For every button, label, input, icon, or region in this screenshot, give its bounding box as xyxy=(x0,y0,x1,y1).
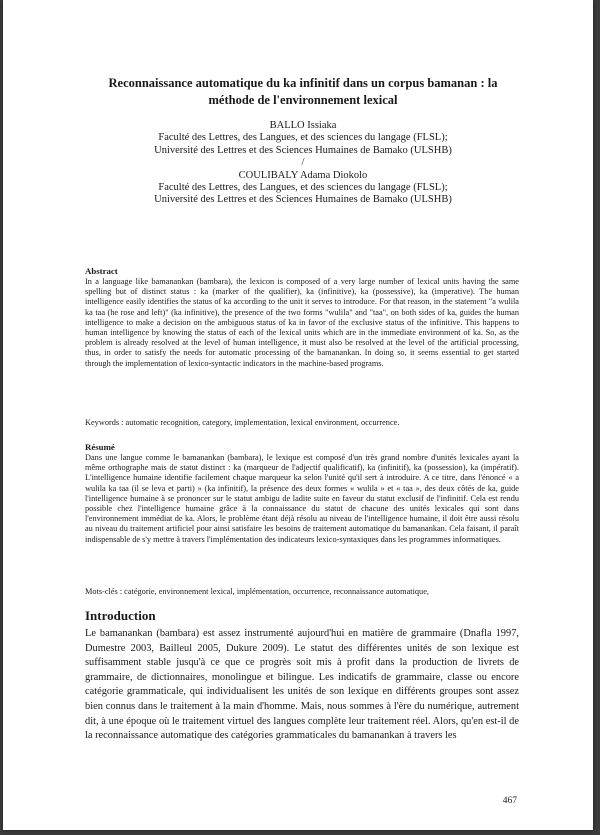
title-line-1: Reconnaissance automatique du ka infinitif dans un corpus bamanan : la xyxy=(108,76,498,90)
author-name: COULIBALY Adama Diokolo xyxy=(238,169,368,181)
document-page xyxy=(3,0,593,830)
introduction-text: Le bamanankan (bambara) est assez instrumenté aujourd'hui en matière de grammaire (Dnafla 1997, Dumestre 2003, Bailleul 2005, Dukure 2009). Le statut des différentes unités de son lexique est suffisamment stable jusqu'à ce que ce progrès soit mis à profit dans la production de livrets de grammaire, de dictionnaires, monolingue et bilingue. Les indicatifs de grammaire, classe ou encore catégorie grammaticale, qui individualisent les unités de son lexique en différents groupes sont assez bien connus dans le traitement à la main d'homme. Mais, nous sommes à l'ère du numérique, autrement dit, à une époque où le traitement virtuel des langues complète leur traitement réel. Alors, qu'en est-il de la reconnaissance automatique des catégories grammaticales du bamanankan à travers les xyxy=(85,628,519,742)
resume-text: Dans une langue comme le bamanankan (bambara), le lexique est composé d'un très grand nombre d'unités lexicales ayant la même orthographe mais de statut distinct : ka (marqueur de l'adjectif qualificatif), ka (infinitif), ka (possession), ka (impératif). L'intelligence humaine identifie facilement chaque marqueur ka selon l'unité qu'il sert à introduire. A ce titre, dans l'énoncé « a wulila ka taa (il se leva et parti) » (ka infinitif), la présence des deux formes « wulila » et « taa », des deux côtés de ka, guide l'intelligence humaine à se prononcer sur le statut ambigu de ladite suite en faveur du statut exclusif de l'infinitif. Cela est rendu possible chez l'intelligence humaine grâce à la connaissance du statut de chacune des unités lexicales qui sont dans l'environnement immédiat de ka. Alors, le problème étant déjà résolu au niveau de l'intelligence humaine, il doit être aussi résolu au niveau du traitement artificiel pour ainsi satisfaire les besoins de traitement automatique du bamanankan. Cela faisant, il paraît indispensable de s'y mettre à travers l'implémentation des indicateurs lexico-syntaxiques dans les programmes informatiques. xyxy=(85,453,519,544)
author-block xyxy=(73,120,533,207)
paper-title xyxy=(73,75,533,109)
mots-cles: Mots-clés : catégorie, environnement lexical, implémentation, occurrence, reconnaissance automatique, xyxy=(85,587,429,596)
author-separator: / xyxy=(301,157,305,169)
author-university: Université des Lettres et des Sciences Humaines de Bamako (ULSHB) xyxy=(154,194,452,206)
author-affiliation: Faculté des Lettres, des Langues, et des sciences du langage (FLSL); xyxy=(158,132,448,144)
resume-heading: Résumé xyxy=(85,442,115,452)
keywords: Keywords : automatic recognition, category, implementation, lexical environment, occurrence. xyxy=(85,418,400,427)
page-number: 467 xyxy=(502,796,517,806)
title-line-2: méthode de l'environnement lexical xyxy=(208,93,398,107)
introduction-heading: Introduction xyxy=(85,608,156,623)
abstract-heading: Abstract xyxy=(85,266,118,276)
author-name: BALLO Issiaka xyxy=(269,120,337,131)
author-affiliation: Faculté des Lettres, des Langues, et des sciences du langage (FLSL); xyxy=(158,182,448,194)
author-university: Université des Lettres et des Sciences Humaines de Bamako (ULSHB) xyxy=(154,144,452,156)
abstract-text: In a language like bamanankan (bambara), the lexicon is composed of a very large number of lexical units having the same spelling but of distinct status : ka (marker of the qualifier), ka (infinitive), ka (possessive), ka (imperative). The human intelligence easily identifies the status of ka according to the unit it serves to introduce. For that reason, in the statement "a wulila ka taa (he rose and left)" (ka infinitive), the presence of the two forms "wulila" and "taa", on both sides of ka, guides the human intelligence to make a decision on the ambiguous status of ka in favor of the exclusive status of the infinitive. This happens to human intelligence by knowing the status of each of the lexical units which are in the immediate environment of ka. So, as the problem is already resolved at the level of human intelligence, it must also be resolved at the level of the artificial processing, thus, in order to satisfy the needs for automatic processing of the bamanankan. In doing so, it seems essential to get started through the implementation of lexico-syntactic indicators in the machine-based programs. xyxy=(85,277,519,368)
